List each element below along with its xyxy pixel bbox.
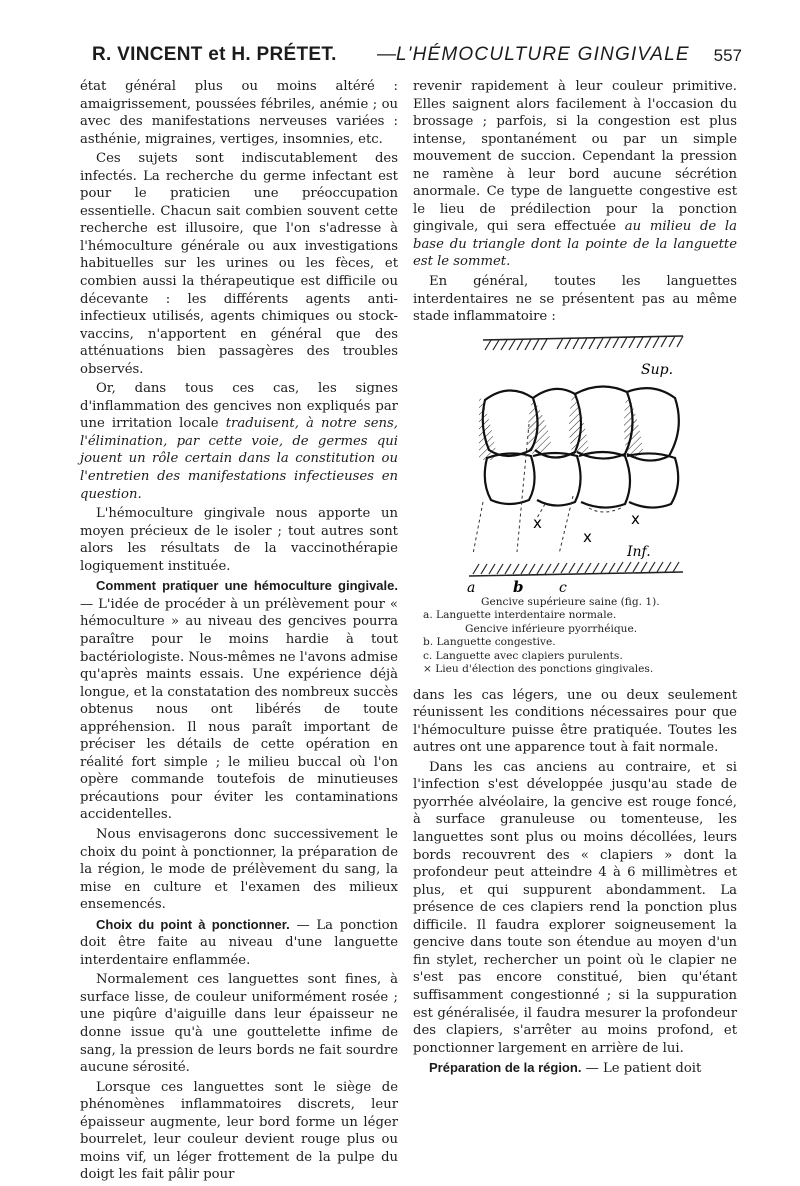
lower-jaw-line <box>469 562 683 576</box>
section-title: Préparation de la région. <box>429 1060 582 1076</box>
paragraph: Normalement ces languettes sont fines, à surface lisse, de couleur uniformément rosée ; une piqûre d'aiguille dans leur épaisseur ne donne issue qu'à une gouttelette infime de sang, la pression de leurs bords ne fait sourdre aucune sérosité. <box>80 972 398 1076</box>
gum-diagram <box>413 332 737 594</box>
caption-line: b. Languette congestive. <box>423 636 556 649</box>
caption-line: c. Languette avec clapiers purulents. <box>423 649 623 662</box>
italic-emphasis: traduisent, à notre sens, l'élimination, par cette voie, de germes qui jouent un rôle certain dans la constitution ou l'entretien des manifestations infectieuses en question. <box>80 416 398 502</box>
figure-caption <box>423 596 737 677</box>
right-column <box>413 78 737 1080</box>
paragraph: Dans les cas anciens au contraire, et si l'infection s'est développée jusqu'au stade de pyorrhée alvéolaire, la gencive est rouge foncé, à surface granuleuse ou tomenteuse, les languettes sont plus ou moins décollées, leurs bords recouvrent des « clapiers » dont la profondeur peut atteindre 4 à 6 millimètres et plus, et qui suppurent abondamment. La présence de ces clapiers rend la ponction plus difficile. Il faudra explorer soigneusement la gencive dans toute son étendue au moyen d'un fin stylet, rechercher un point où le clapier ne s'est pas encore constitué, bien qu'étant suffisamment congestionné ; si la suppuration est généralisée, il faudra mesurer la profondeur des clapiers, s'arrêter au moins profond, et ponctionner largement en arrière de lui. <box>413 759 737 1056</box>
label-sup: Sup. <box>641 361 674 378</box>
caption-line: Gencive inférieure pyorrhéique. <box>465 622 638 635</box>
section-text: — Le patient doit <box>585 1061 702 1077</box>
label-b: b <box>513 577 524 594</box>
x-mark: x <box>583 527 592 546</box>
gum-diagram-figure <box>413 332 737 594</box>
section-title: Comment pratiquer une hémoculture gingivale. <box>96 578 398 594</box>
x-mark: x <box>533 513 542 532</box>
page-number: 557 <box>713 46 742 65</box>
caption-line: × Lieu d'élection des ponctions gingivales. <box>423 663 654 676</box>
section-text: — L'idée de procéder à un prélèvement pour « hémoculture » au niveau des gencives pourra paraître pour le moins hardie à tout bactériologiste. Nous-mêmes ne l'avons admise qu'après maints essais. Une expérience déjà longue, et la constatation des nombreux succès obtenus nous ont libérés de toute appréhension. Il nous paraît important de préciser les détails de cette opération en réalité fort simple ; le milieu buccal où l'on opère commande toutefois de minutieuses précautions pour éviter les contaminations accidentelles. <box>80 596 398 823</box>
gum-hatching <box>479 392 643 460</box>
section-paragraph <box>80 577 398 824</box>
paragraph-text: Or, dans tous ces cas, les signes d'inflammation des gencives non expliqués par une irritation locale <box>80 381 398 432</box>
running-header <box>92 44 742 74</box>
header-title: L'HÉMOCULTURE GINGIVALE <box>396 44 690 65</box>
x-mark: x <box>631 509 640 528</box>
italic-emphasis: au milieu de la base du triangle dont la pointe de la languette est le sommet. <box>413 219 737 270</box>
label-inf: Inf. <box>627 543 651 560</box>
section-title: Choix du point à ponctionner. <box>96 916 290 932</box>
upper-jaw-line <box>483 336 683 350</box>
paragraph: L'hémoculture gingivale nous apporte un moyen précieux de le isoler ; tout autres sont alors les résultats de la vaccinothérapie logiquement instituée. <box>80 506 398 574</box>
caption-line: a. Languette interdentaire normale. <box>423 609 617 622</box>
header-authors: R. VINCENT et H. PRÉTET. <box>92 44 337 65</box>
section-paragraph <box>80 916 398 970</box>
paragraph: En général, toutes les languettes interdentaires ne se présentent pas au même stade inflammatoire : <box>413 274 737 325</box>
label-c: c <box>559 579 567 594</box>
paragraph-text: revenir rapidement à leur couleur primitive. Elles saignent alors facilement à l'occasion du brossage ; parfois, si la congestion est plus intense, spontanément ou par un simple mouvement de succion. Cependant la pression ne ramène à leur bord aucune sécrétion anormale. Ce type de languette congestive est le lieu de prédilection pour la ponction gingivale, qui sera effectuée <box>413 79 737 235</box>
paragraph <box>413 78 737 271</box>
label-a: a <box>467 579 476 594</box>
paragraph: Nous envisagerons donc successivement le choix du point à ponctionner, la préparation de la région, le mode de prélèvement du sang, la mise en culture et l'examen des milieux ensemencés. <box>80 826 398 913</box>
paragraph: Ces sujets sont indiscutablement des infectés. La recherche du germe infectant est pour le praticien une préoccupation essentielle. Chacun sait combien souvent cette recherche est illusoire, que l'on s'adresse à l'hémoculture générale ou aux investigations habituelles sur les urines ou les fèces, et combien aussi la thérapeutique est difficile ou décevante : les différents agents anti-infectieux utilisés, agents chimiques ou stock-vaccins, n'apportent en général que des atténuations bien passagères des troubles observés. <box>80 151 398 377</box>
paragraph: Lorsque ces languettes sont le siège de phénomènes inflammatoires discrets, leur épaisseur augmente, leur bord forme un léger bourrelet, leur couleur devient rouge plus ou moins vif, un léger frottement de la pulpe du doigt les fait pâlir pour <box>80 1079 398 1183</box>
caption-line: Gencive supérieure saine (fig. 1). <box>481 595 660 608</box>
section-paragraph <box>413 1059 737 1078</box>
paragraph <box>80 380 398 503</box>
paragraph: dans les cas légers, une ou deux seulement réunissent les conditions nécessaires pour que l'hémoculture puisse être pratiquée. Toutes les autres ont une apparence tout à fait normale. <box>413 687 737 756</box>
left-column <box>80 78 398 1186</box>
header-dash: — <box>377 44 396 65</box>
section-text: — La ponction doit être faite au niveau d'une languette interdentaire enflammée. <box>80 917 398 968</box>
paragraph: état général plus ou moins altéré : amaigrissement, poussées fébriles, anémie ; ou avec des manifestations nerveuses variées : asthénie, migraines, vertiges, insomnies, etc. <box>80 79 398 147</box>
